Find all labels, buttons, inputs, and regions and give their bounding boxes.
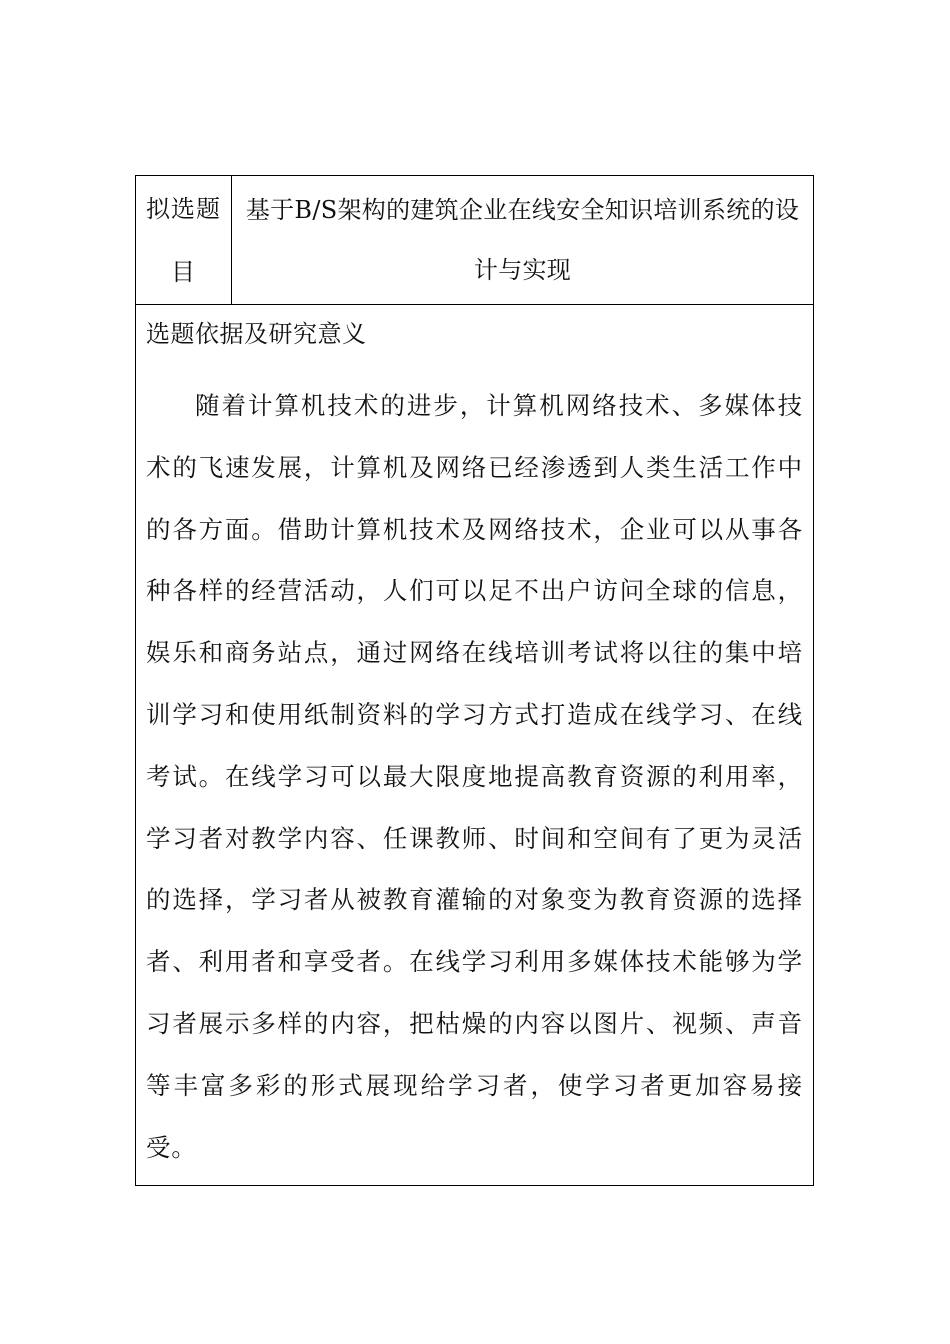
proposal-form-table xyxy=(135,175,814,1186)
rationale-cell xyxy=(136,305,814,1186)
proposal-title: 基于B/S架构的建筑企业在线安全知识培训系统的设计与实现 xyxy=(245,196,800,284)
section-heading: 选题依据及研究意义 xyxy=(146,320,367,348)
title-row xyxy=(136,176,814,305)
section-body-paragraph: 随着计算机技术的进步，计算机网络技术、多媒体技术的飞速发展，计算机及网络已经渗透到人类生活工作中的各方面。借助计算机技术及网络技术，企业可以从事各种各样的经营活动，人们可以足不出户访问全球的信息，娱乐和商务站点，通过网络在线培训考试将以往的集中培训学习和使用纸制资料的学习方式打造成在线学习、在线考试。在线学习可以最大限度地提高教育资源的利用率，学习者对教学内容、任课教师、时间和空间有了更为灵活的选择，学习者从被教育灌输的对象变为教育资源的选择者、利用者和享受者。在线学习利用多媒体技术能够为学习者展示多样的内容，把枯燥的内容以图片、视频、声音等丰富多彩的形式展现给学习者，使学习者更加容易接受。 xyxy=(146,391,803,1162)
title-label-cell xyxy=(136,176,232,305)
rationale-row xyxy=(136,305,814,1186)
title-label: 拟选题目 xyxy=(146,195,221,286)
title-value-cell xyxy=(232,176,814,305)
